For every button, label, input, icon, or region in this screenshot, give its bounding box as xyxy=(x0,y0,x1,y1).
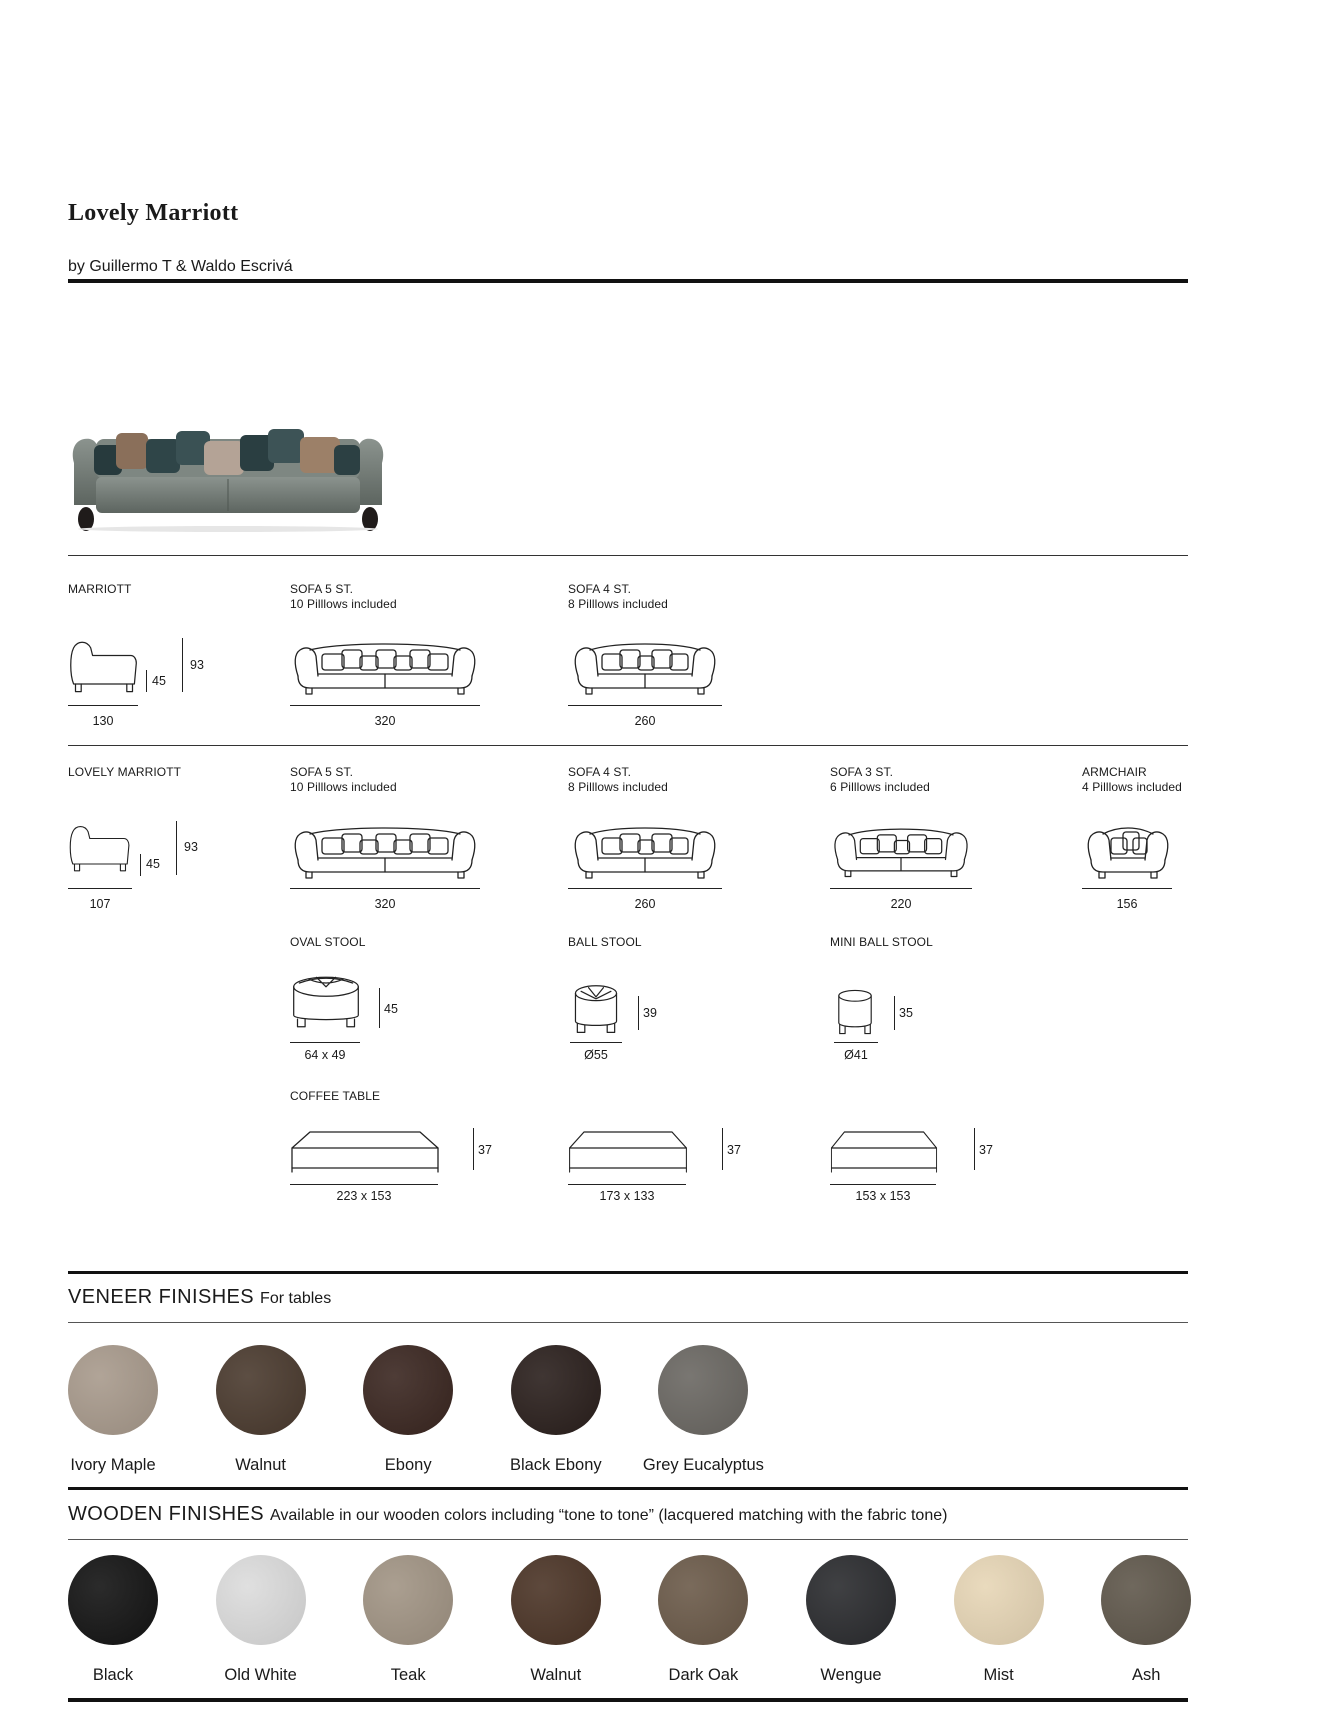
finish-label: Black xyxy=(92,1666,134,1684)
coffee-table-medium-size: 173 x 133 xyxy=(599,1189,655,1203)
marriott-seat-height: 45 xyxy=(152,674,166,688)
marriott-label: MARRIOTT xyxy=(68,582,132,596)
lovely-sofa3-drawing xyxy=(830,820,972,880)
coffee-table-small-height: 37 xyxy=(979,1143,993,1157)
finish-swatch-ash[interactable] xyxy=(1101,1555,1191,1645)
ball-stool-size: Ø55 xyxy=(584,1048,608,1062)
lovely-sofa3-width: 220 xyxy=(890,897,912,911)
marriott-sofa4-width: 260 xyxy=(634,714,656,728)
coffee-table-large-drawing xyxy=(290,1128,440,1173)
wooden-heading xyxy=(68,1503,947,1526)
lovely-side-drawing xyxy=(66,818,134,876)
oval-stool-label: OVAL STOOL xyxy=(290,935,366,949)
ball-stool-label: BALL STOOL xyxy=(568,935,642,949)
coffee-table-label: COFFEE TABLE xyxy=(290,1089,381,1103)
marriott-sofa4-drawing xyxy=(568,636,722,696)
coffee-table-small-drawing xyxy=(830,1128,938,1173)
finish-label: Wengue xyxy=(820,1666,882,1684)
wooden-top-divider xyxy=(68,1487,1188,1490)
finish-label: Walnut xyxy=(530,1666,582,1684)
coffee-table-large-size: 223 x 153 xyxy=(336,1189,392,1203)
lovely-sofa3-label: SOFA 3 ST. 6 Pilllows included xyxy=(830,765,930,794)
finish-swatch-black[interactable] xyxy=(68,1555,158,1645)
section-divider xyxy=(68,745,1188,746)
veneer-title: VENEER FINISHES xyxy=(68,1286,255,1308)
wooden-title: WOODEN FINISHES xyxy=(68,1503,265,1525)
lovely-marriott-label: LOVELY MARRIOTT xyxy=(68,765,182,779)
coffee-table-medium-drawing xyxy=(568,1128,688,1173)
finish-label: Black Ebony xyxy=(509,1456,602,1474)
finish-swatch-mist[interactable] xyxy=(954,1555,1044,1645)
finish-label: Ivory Maple xyxy=(70,1456,156,1474)
finish-swatch-ivory-maple[interactable] xyxy=(68,1345,158,1435)
oval-stool-drawing xyxy=(288,973,364,1031)
oval-stool-height: 45 xyxy=(384,1002,398,1016)
lovely-sofa4-label: SOFA 4 ST. 8 Pilllows included xyxy=(568,765,668,794)
marriott-height: 93 xyxy=(190,658,204,672)
wooden-divider xyxy=(68,1539,1188,1540)
lovely-armchair-width: 156 xyxy=(1116,897,1138,911)
mini-ball-stool-height: 35 xyxy=(899,1006,913,1020)
veneer-divider xyxy=(68,1322,1188,1323)
mini-ball-stool-drawing xyxy=(832,985,878,1039)
lovely-armchair-drawing xyxy=(1082,820,1174,880)
finish-label: Teak xyxy=(390,1666,426,1684)
marriott-depth: 130 xyxy=(92,714,114,728)
lovely-seat-height: 45 xyxy=(146,857,160,871)
coffee-table-large-height: 37 xyxy=(478,1143,492,1157)
finish-swatch-old-white[interactable] xyxy=(216,1555,306,1645)
lovely-sofa5-width: 320 xyxy=(374,897,396,911)
finish-swatch-walnut[interactable] xyxy=(511,1555,601,1645)
marriott-sofa5-label: SOFA 5 ST. 10 Pilllows included xyxy=(290,582,397,611)
finish-swatch-ebony[interactable] xyxy=(363,1345,453,1435)
lovely-sofa5-drawing xyxy=(290,820,480,880)
lovely-sofa4-drawing xyxy=(568,820,722,880)
marriott-sofa5-drawing xyxy=(290,636,480,696)
marriott-sofa5-width: 320 xyxy=(374,714,396,728)
finish-swatch-walnut[interactable] xyxy=(216,1345,306,1435)
ball-stool-drawing xyxy=(568,982,624,1038)
page-title: Lovely Marriott xyxy=(68,200,239,226)
mini-ball-stool-size: Ø41 xyxy=(844,1048,868,1062)
finish-swatch-grey-eucalyptus[interactable] xyxy=(658,1345,748,1435)
finish-swatch-teak[interactable] xyxy=(363,1555,453,1645)
coffee-table-small-size: 153 x 153 xyxy=(855,1189,911,1203)
lovely-armchair-label: ARMCHAIR 4 Pilllows included xyxy=(1082,765,1182,794)
marriott-side-drawing xyxy=(66,636,142,694)
lovely-depth: 107 xyxy=(89,897,111,911)
page-bottom-divider xyxy=(68,1698,1188,1702)
finish-label: Ash xyxy=(1131,1666,1161,1684)
wooden-subtitle: Available in our wooden colors including “tone to tone” (lacquered matching with the fabric tone) xyxy=(270,1507,948,1524)
sofa-product-photo xyxy=(68,425,388,535)
designer-credit: by Guillermo T & Waldo Escrivá xyxy=(68,258,293,275)
header-divider xyxy=(68,279,1188,283)
marriott-sofa4-label: SOFA 4 ST. 8 Pilllows included xyxy=(568,582,668,611)
ball-stool-height: 39 xyxy=(643,1006,657,1020)
veneer-top-divider xyxy=(68,1271,1188,1274)
finish-label: Mist xyxy=(983,1666,1014,1684)
mini-ball-stool-label: MINI BALL STOOL xyxy=(830,935,933,949)
finish-label: Walnut xyxy=(235,1456,286,1474)
finish-label: Dark Oak xyxy=(668,1666,739,1684)
coffee-table-medium-height: 37 xyxy=(727,1143,741,1157)
veneer-heading xyxy=(68,1286,331,1309)
lovely-sofa5-label: SOFA 5 ST. 10 Pilllows included xyxy=(290,765,397,794)
finish-label: Old White xyxy=(224,1666,297,1684)
veneer-subtitle: For tables xyxy=(260,1290,332,1307)
finish-swatch-dark-oak[interactable] xyxy=(658,1555,748,1645)
section-divider xyxy=(68,555,1188,556)
finish-swatch-black-ebony[interactable] xyxy=(511,1345,601,1435)
lovely-height: 93 xyxy=(184,840,198,854)
oval-stool-size: 64 x 49 xyxy=(304,1048,346,1062)
lovely-sofa4-width: 260 xyxy=(634,897,656,911)
finish-label: Ebony xyxy=(384,1456,432,1474)
finish-label: Grey Eucalyptus xyxy=(642,1456,764,1474)
finish-swatch-wengue[interactable] xyxy=(806,1555,896,1645)
